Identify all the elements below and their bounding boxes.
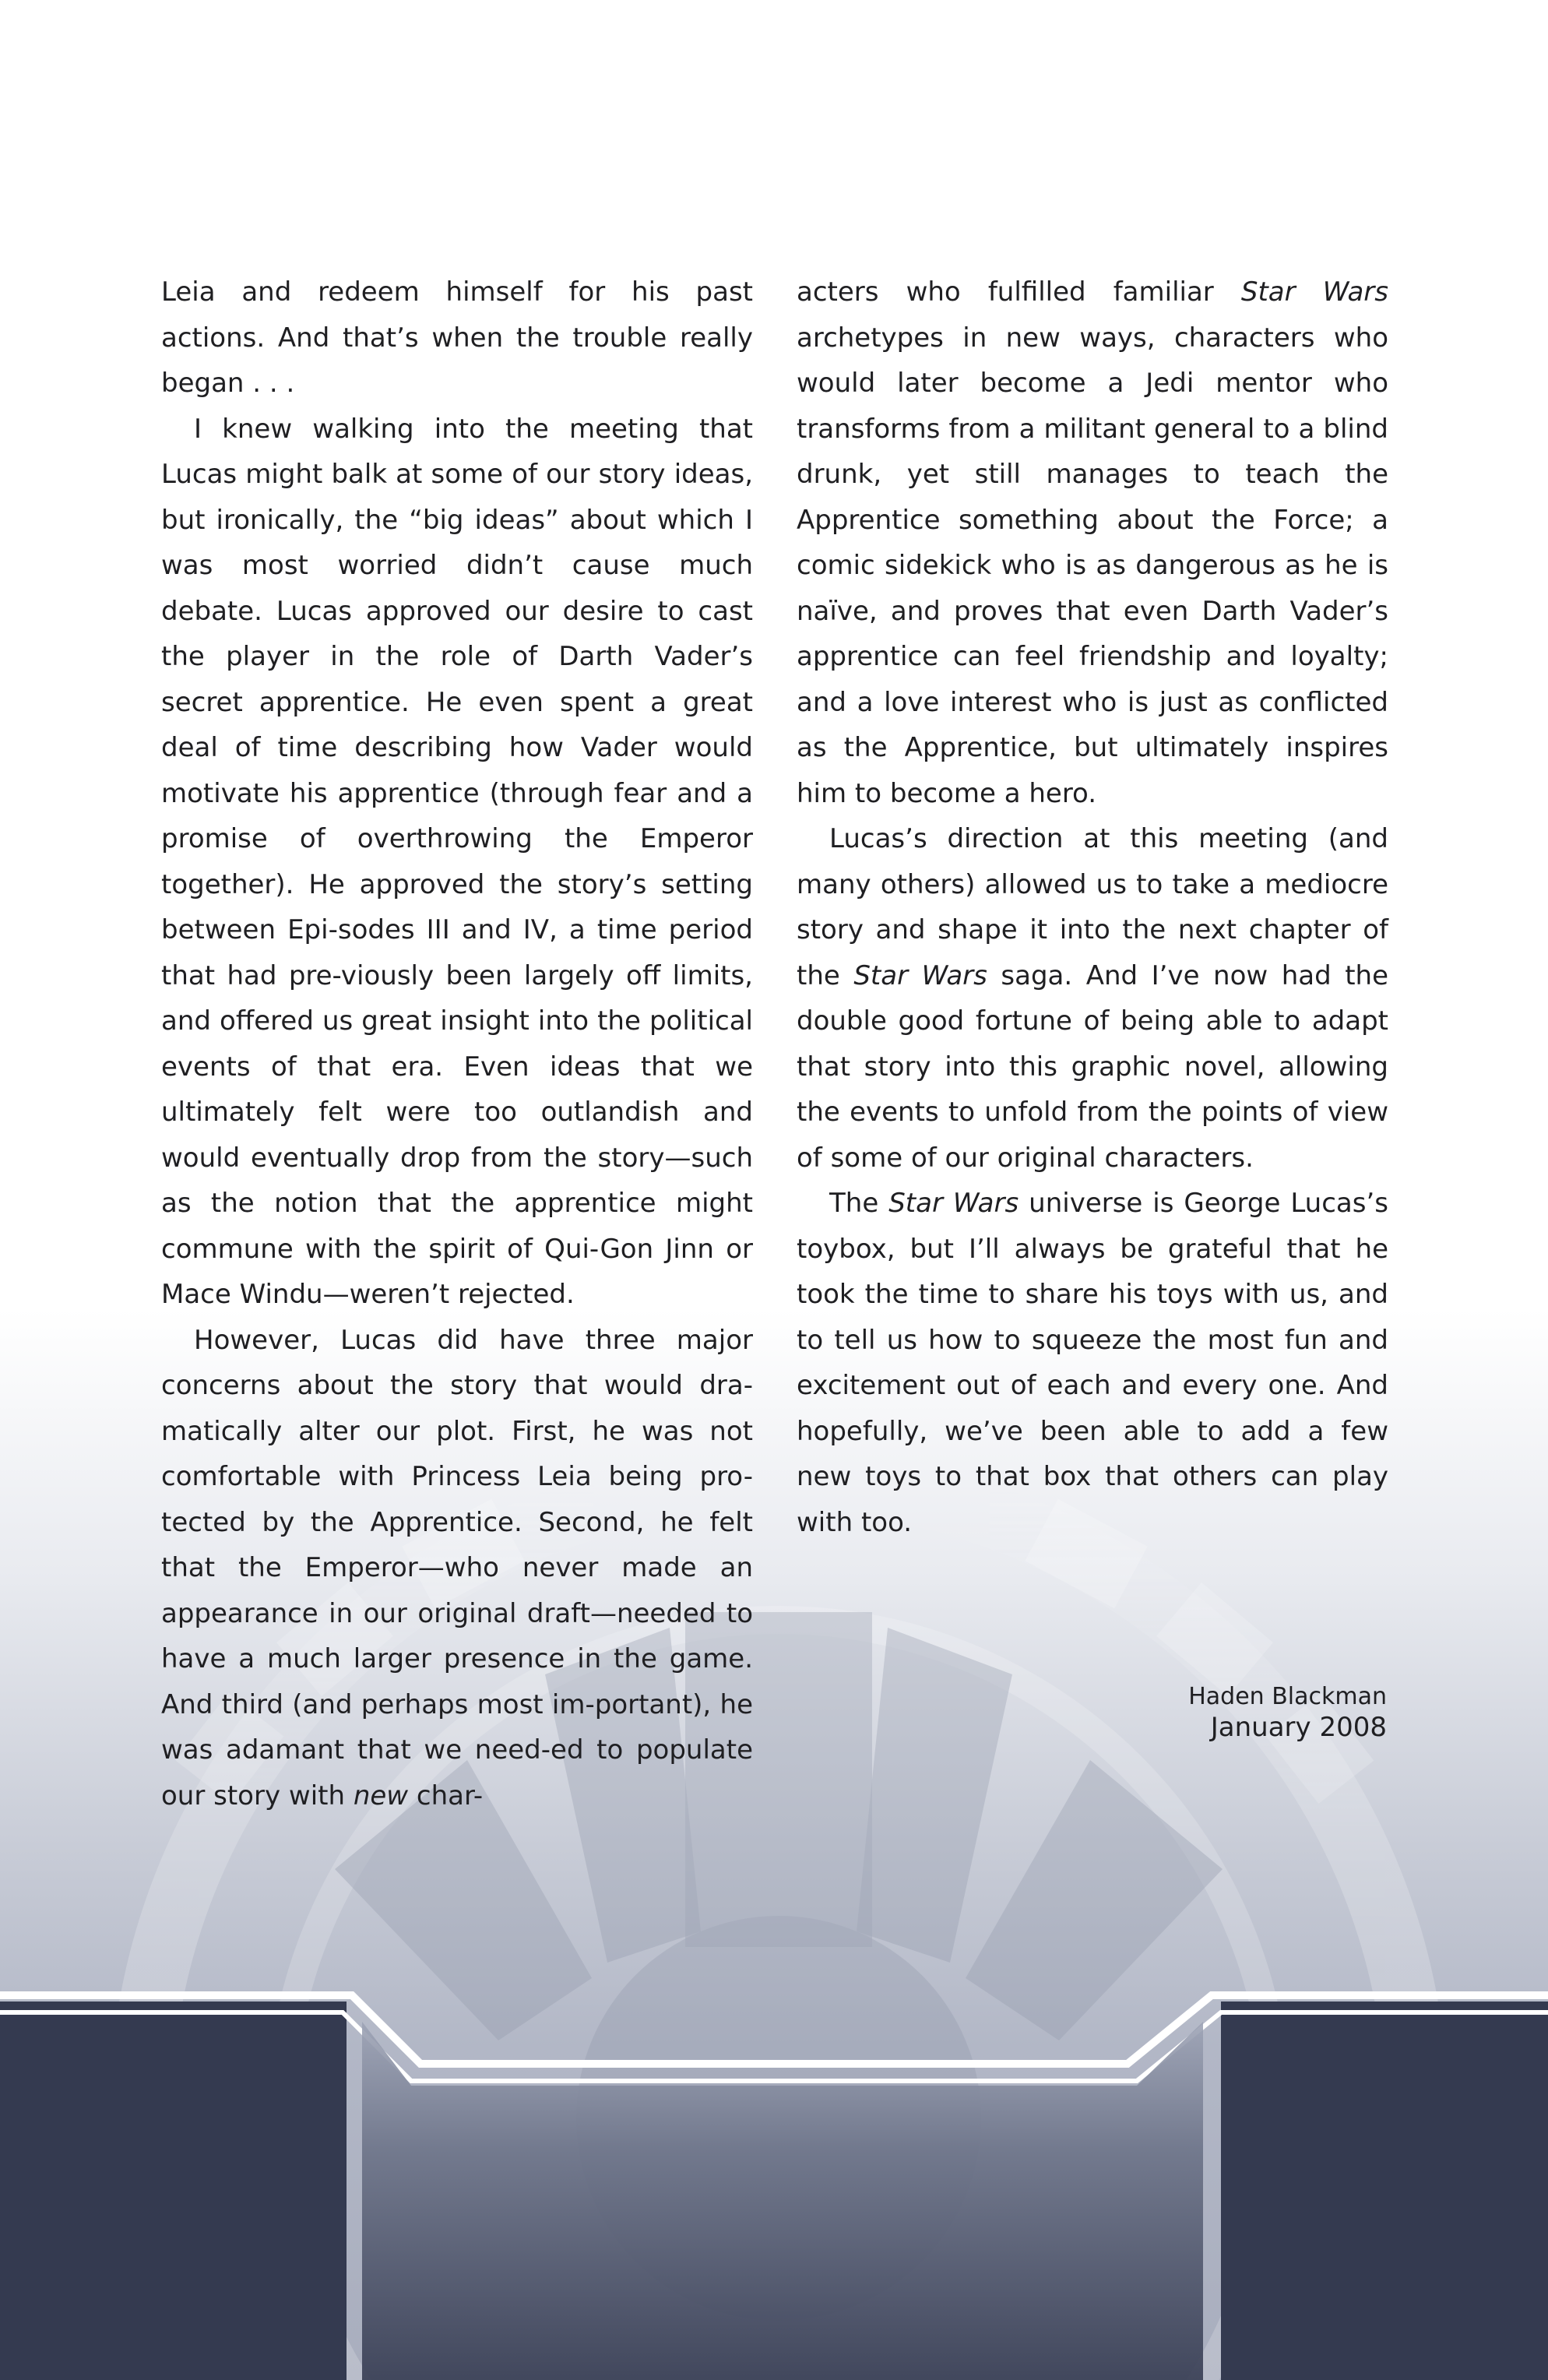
right-text-column <box>797 269 1388 1545</box>
paragraph: Leia and redeem himself for his past actions. And that’s when the trouble really began . . . <box>161 276 753 399</box>
paragraph <box>797 816 1388 1181</box>
author-name: Haden Blackman <box>1188 1683 1387 1710</box>
emphasis-text: new <box>353 1780 409 1811</box>
signature-block <box>1188 1682 1387 1743</box>
text-run: acters who fulfilled familiar <box>797 276 1241 308</box>
text-run: However, Lucas did have three major concerns about the story that would dra-matically alter our plot. First, he was not comfortable with Princess Leia being pro-tected by the Apprentice. Second, he felt that the Emperor—who never made an appearance in our original draft—needed to have a much larger presence in the game. And third (and perhaps most im-portant), he was adamant that we need-ed to populate our story with <box>161 1324 753 1811</box>
text-run: Lucas’s direction at this meeting (and many others) allowed us to take a mediocre story and shape it into the next chapter of the <box>797 823 1388 991</box>
emphasis-text: Star Wars <box>1240 276 1388 308</box>
signature-date: January 2008 <box>1210 1712 1387 1743</box>
text-run: universe is George Lucas’s toybox, but I’ll always be grateful that he took the time to share his toys with us, and to tell us how to squeeze the most fun and excitement out of each and every one. And hopefully, we’ve been able to add a few new toys to that box that others can play with too. <box>797 1188 1388 1538</box>
text-run: The <box>829 1188 889 1219</box>
text-run: archetypes in new ways, characters who would later become a Jedi mentor who transforms from a militant general to a blind drunk, yet still manages to teach the Apprentice something about the Force; a comic sidekick who is as dangerous as he is naïve, and proves that even Darth Vader’s apprentice can feel friendship and loyalty; and a love interest who is just as conflicted as the Apprentice, but ultimately inspires him to become a hero. <box>797 322 1388 809</box>
paragraph <box>161 1318 753 1819</box>
emphasis-text: Star Wars <box>888 1188 1019 1219</box>
emphasis-text: Star Wars <box>853 959 987 991</box>
paragraph <box>797 1181 1388 1545</box>
paragraph: I knew walking into the meeting that Lucas might balk at some of our story ideas, but ironically, the “big ideas” about which I was most worried didn’t cause much debate. Lucas approved our desire to cast the player in the role of Darth Vader’s secret apprentice. He even spent a great deal of time describing how Vader would motivate his apprentice (through fear and a promise of overthrowing the Emperor together). He approved the story’s setting between Epi-sodes III and IV, a time period that had pre-viously been largely off limits, and offered us great insight into the political events of that era. Even ideas that we ultimately felt were too outlandish and would eventually drop from the story—such as the notion that the apprentice might commune with the spirit of Qui-Gon Jinn or Mace Windu—weren’t rejected. <box>161 413 753 1310</box>
left-text-column <box>161 269 753 1818</box>
text-run: saga. And I’ve now had the double good fortune of being able to adapt that story into this graphic novel, allowing the events to unfold from the points of view of some of our original characters. <box>797 959 1388 1174</box>
paragraph <box>797 269 1388 816</box>
text-run: char- <box>408 1780 484 1811</box>
